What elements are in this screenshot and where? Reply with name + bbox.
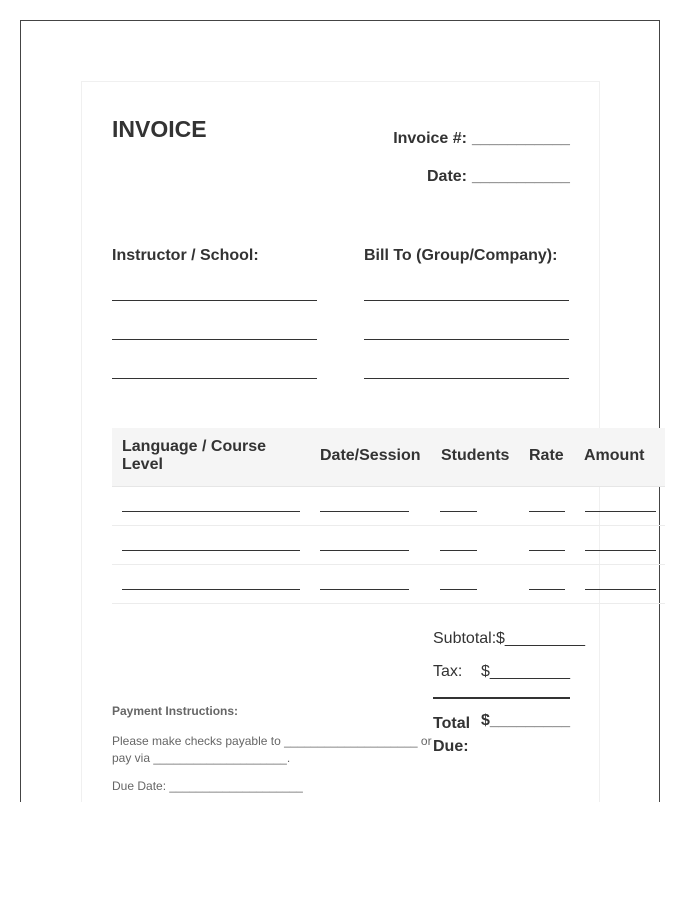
invoice-date-label: Date: — [426, 168, 467, 185]
due-date-text: Due Date: ____________________ — [112, 779, 303, 793]
instructor-line-3[interactable] — [112, 378, 317, 379]
date-session-cell[interactable] — [320, 511, 409, 512]
instructor-line-1[interactable] — [112, 300, 317, 301]
table-row — [112, 525, 665, 565]
course-cell[interactable] — [122, 589, 300, 590]
table-row — [112, 486, 665, 526]
header-date-session: Date/Session — [320, 447, 421, 464]
amount-cell[interactable] — [585, 511, 656, 512]
table-header — [112, 428, 665, 487]
total-due-field[interactable]: $_________ — [481, 712, 570, 729]
subtotal-label: Subtotal: — [433, 630, 497, 647]
instructor-line-2[interactable] — [112, 339, 317, 340]
totals-divider — [433, 697, 570, 699]
rate-cell[interactable] — [529, 589, 565, 590]
course-cell[interactable] — [122, 511, 300, 512]
students-cell[interactable] — [440, 550, 477, 551]
amount-cell[interactable] — [585, 550, 656, 551]
header-students: Students — [441, 447, 510, 464]
students-cell[interactable] — [440, 589, 477, 590]
rate-cell[interactable] — [529, 550, 565, 551]
course-cell[interactable] — [122, 550, 300, 551]
students-cell[interactable] — [440, 511, 477, 512]
payment-instructions-text: Please make checks payable to ____________________ or pay via ____________________. — [112, 734, 432, 765]
invoice-title: INVOICE — [112, 116, 207, 142]
table-row — [112, 564, 665, 604]
bill-to-line-1[interactable] — [364, 300, 569, 301]
date-session-cell[interactable] — [320, 589, 409, 590]
invoice-date-field[interactable]: ___________ — [472, 168, 570, 185]
invoice-number-field[interactable]: ___________ — [472, 130, 570, 147]
payment-instructions-heading: Payment Instructions: — [112, 704, 239, 718]
instructor-label: Instructor / School: — [112, 247, 259, 264]
tax-label: Tax: — [433, 663, 463, 680]
bill-to-line-3[interactable] — [364, 378, 569, 379]
amount-cell[interactable] — [585, 589, 656, 590]
header-amount: Amount — [584, 447, 645, 464]
bill-to-label: Bill To (Group/Company): — [364, 247, 558, 264]
bill-to-line-2[interactable] — [364, 339, 569, 340]
header-course: Language / Course Level — [122, 438, 267, 473]
header-rate: Rate — [529, 447, 564, 464]
date-session-cell[interactable] — [320, 550, 409, 551]
total-due-label: Total Due: — [433, 715, 471, 755]
subtotal-field[interactable]: $_________ — [496, 630, 585, 647]
invoice-number-label: Invoice #: — [393, 130, 467, 147]
tax-field[interactable]: $_________ — [481, 663, 570, 680]
rate-cell[interactable] — [529, 511, 565, 512]
